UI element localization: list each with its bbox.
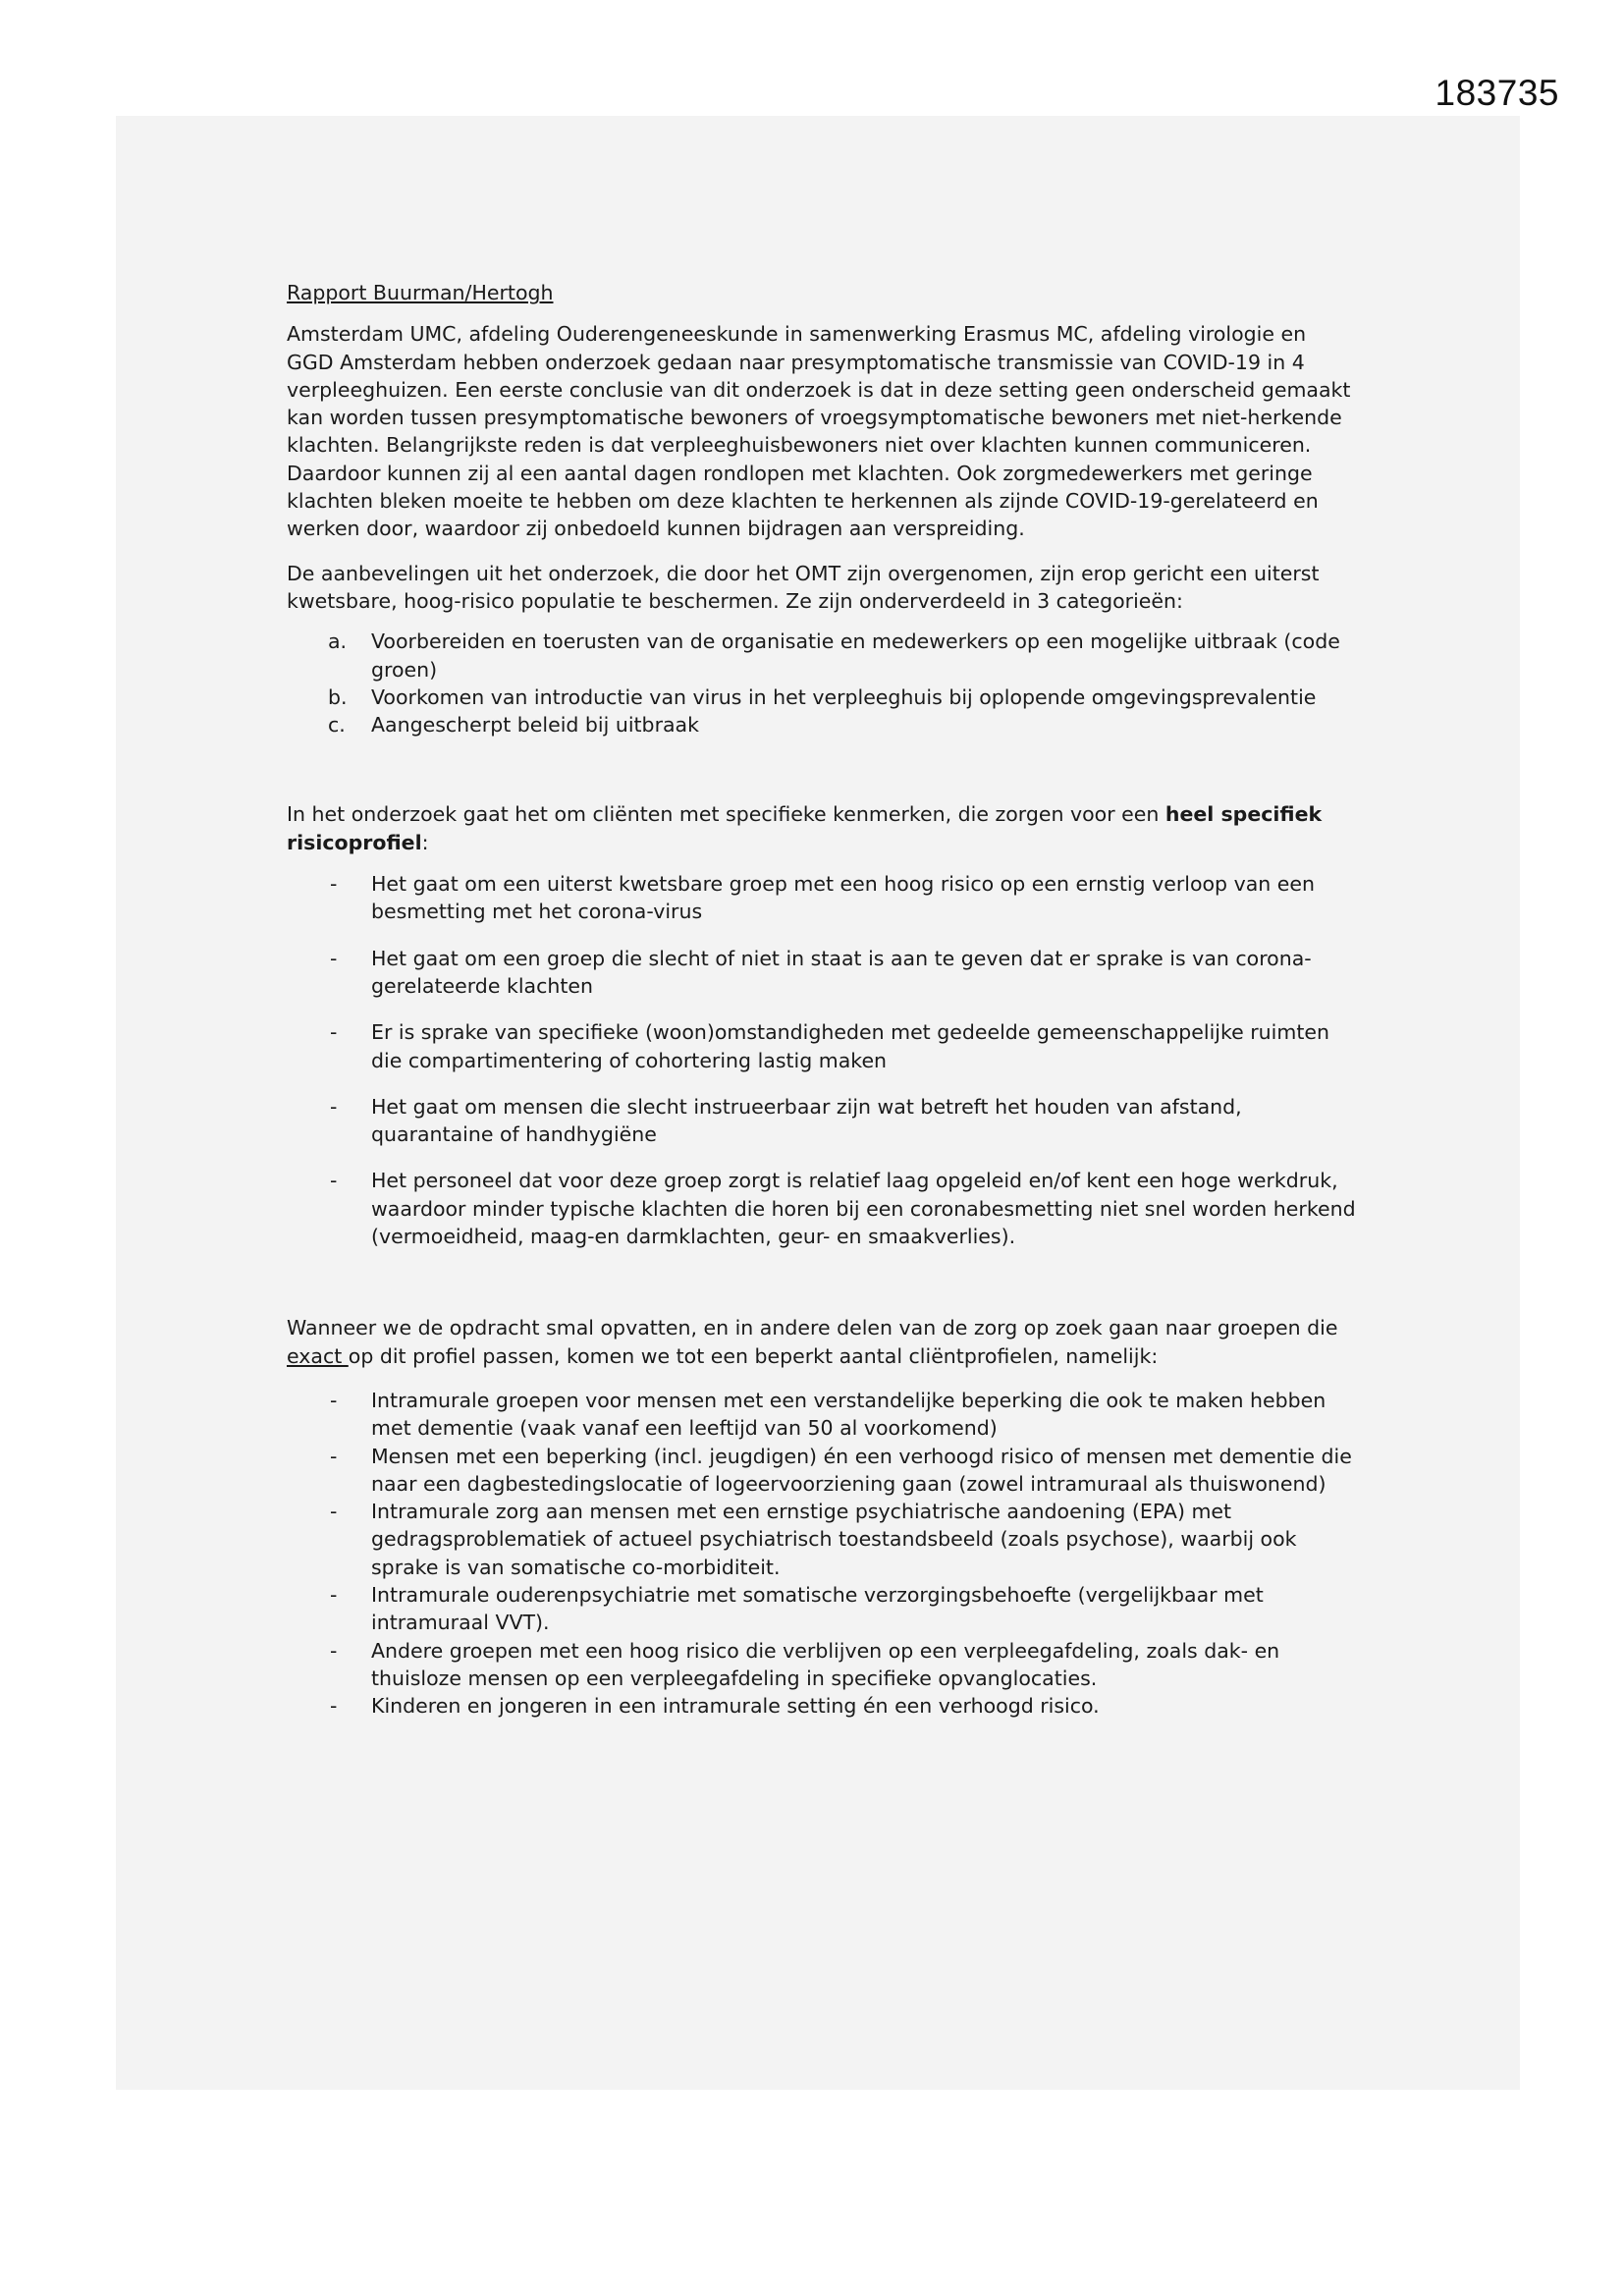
- dash-marker: -: [330, 1169, 338, 1193]
- category-text: Voorbereiden en toerusten van de organisatie en medewerkers op een mogelijke uitbraak (code groen): [371, 629, 1340, 682]
- list-item: [287, 1581, 1357, 1637]
- list-item: [287, 1443, 1357, 1499]
- risk-profile-intro-bold: heel specifiek risicoprofiel: [287, 802, 1323, 854]
- category-item: [287, 711, 1357, 738]
- intro-paragraph: Amsterdam UMC, afdeling Ouderengeneeskunde in samenwerking Erasmus MC, afdeling virologie en GGD Amsterdam hebben onderzoek gedaan naar presymptomatische transmissie van COVID-19 in 4 verpleeghuizen. Een eerste conclusie van dit onderzoek is dat in deze setting geen onderscheid gemaakt kan worden tussen presymptomatische bewoners of vroegsymptomatische bewoners met niet-herkende klachten. Belangrijkste reden is dat verpleeghuisbewoners niet over klachten kunnen communiceren. Daardoor kunnen zij al een aantal dagen rondlopen met klachten. Ook zorgmedewerkers met geringe klachten bleken moeite te hebben om deze klachten te herkennen als zijnde COVID-19-gerelateerd en werken door, waardoor zij onbedoeld kunnen bijdragen aan verspreiding.: [287, 322, 1351, 541]
- list-marker: c.: [328, 713, 346, 738]
- list-item-text: Intramurale zorg aan mensen met een ernstige psychiatrische aandoening (EPA) met gedragsproblematiek of actueel psychiatrisch toestandsbeeld (zoals psychose), waarbij ook sprake is van somatische co-morbiditeit.: [371, 1500, 1297, 1579]
- dash-marker: -: [330, 1694, 338, 1719]
- list-item: [287, 945, 1357, 1001]
- list-item-text: Het gaat om een groep die slecht of niet in staat is aan te geven dat er sprake is van corona-gerelateerde klachten: [371, 946, 1312, 998]
- dash-marker: -: [330, 1500, 338, 1524]
- category-text: Aangescherpt beleid bij uitbraak: [371, 713, 699, 738]
- client-profiles-intro-end: op dit profiel passen, komen we tot een beperkt aantal cliëntprofielen, namelijk:: [348, 1343, 1159, 1368]
- client-profiles-intro-underlined: exact: [287, 1343, 349, 1368]
- list-item: [287, 1093, 1357, 1149]
- list-item-text: Intramurale groepen voor mensen met een verstandelijke beperking die ook te maken hebben met dementie (vaak vanaf een leeftijd van 50 al voorkomend): [371, 1388, 1326, 1441]
- category-item: [287, 683, 1357, 711]
- list-item-text: Het gaat om een uiterst kwetsbare groep met een hoog risico op een ernstig verloop van een besmetting met het corona-virus: [371, 872, 1315, 924]
- risk-profile-intro: [287, 800, 1357, 856]
- list-item-text: Mensen met een beperking (incl. jeugdigen) én een verhoogd risico of mensen met dementie die naar een dagbestedingslocatie of logeervoorziening gaan (zowel intramuraal als thuiswonend): [371, 1444, 1352, 1496]
- client-profiles-list: [287, 1387, 1357, 1721]
- category-list: [287, 628, 1357, 738]
- list-item: [287, 1167, 1357, 1250]
- document-title: Rapport Buurman/Hertogh: [287, 281, 554, 304]
- list-item: [287, 870, 1357, 926]
- dash-marker: -: [330, 1444, 338, 1468]
- list-item: [287, 1498, 1357, 1581]
- dash-marker: -: [330, 946, 338, 970]
- list-item-text: Het personeel dat voor deze groep zorgt is relatief laag opgeleid en/of kent een hoge werkdruk, waardoor minder typische klachten die horen bij een coronabesmetting niet snel worden herkend (vermoeidheid, maag-en darmklachten, geur- en smaakverlies).: [371, 1169, 1356, 1249]
- client-profiles-intro-text: Wanneer we de opdracht smal opvatten, en in andere delen van de zorg op zoek gaan naar groepen die: [287, 1316, 1338, 1340]
- list-marker: b.: [328, 684, 348, 709]
- client-profiles-intro: [287, 1314, 1357, 1370]
- risk-profile-list: [287, 870, 1357, 1250]
- list-item: [287, 1692, 1357, 1720]
- recommendations-paragraph: De aanbevelingen uit het onderzoek, die door het OMT zijn overgenomen, zijn erop gericht een uiterst kwetsbare, hoog-risico populatie te beschermen. Ze zijn onderverdeeld in 3 categorieën:: [287, 561, 1320, 613]
- list-item-text: Intramurale ouderenpsychiatrie met somatische verzorgingsbehoefte (vergelijkbaar met intramuraal VVT).: [371, 1582, 1264, 1635]
- dash-marker: -: [330, 1582, 338, 1607]
- dash-marker: -: [330, 1388, 338, 1412]
- list-item-text: Het gaat om mensen die slecht instrueerbaar zijn wat betreft het houden van afstand, quarantaine of handhygiëne: [371, 1094, 1242, 1147]
- dash-marker: -: [330, 1094, 338, 1119]
- list-marker: a.: [328, 629, 348, 654]
- risk-profile-intro-text: In het onderzoek gaat het om cliënten met specifieke kenmerken, die zorgen voor een: [287, 802, 1165, 827]
- document-number: 183735: [1435, 73, 1559, 113]
- list-item-text: Er is sprake van specifieke (woon)omstandigheden met gedeelde gemeenschappelijke ruimten die compartimentering of cohortering lastig maken: [371, 1020, 1329, 1072]
- list-item: [287, 1387, 1357, 1443]
- list-item-text: Kinderen en jongeren in een intramurale setting én een verhoogd risico.: [371, 1694, 1100, 1719]
- document-body: [287, 279, 1357, 1720]
- list-item: [287, 1637, 1357, 1693]
- dash-marker: -: [330, 1638, 338, 1663]
- dash-marker: -: [330, 1020, 338, 1045]
- dash-marker: -: [330, 872, 338, 897]
- category-text: Voorkomen van introductie van virus in het verpleeghuis bij oplopende omgevingsprevalentie: [371, 684, 1317, 709]
- risk-profile-intro-end: :: [421, 830, 429, 854]
- list-item: [287, 1018, 1357, 1074]
- category-item: [287, 628, 1357, 683]
- list-item-text: Andere groepen met een hoog risico die verblijven op een verpleegafdeling, zoals dak- en thuisloze mensen op een verpleegafdeling in specifieke opvanglocaties.: [371, 1638, 1280, 1690]
